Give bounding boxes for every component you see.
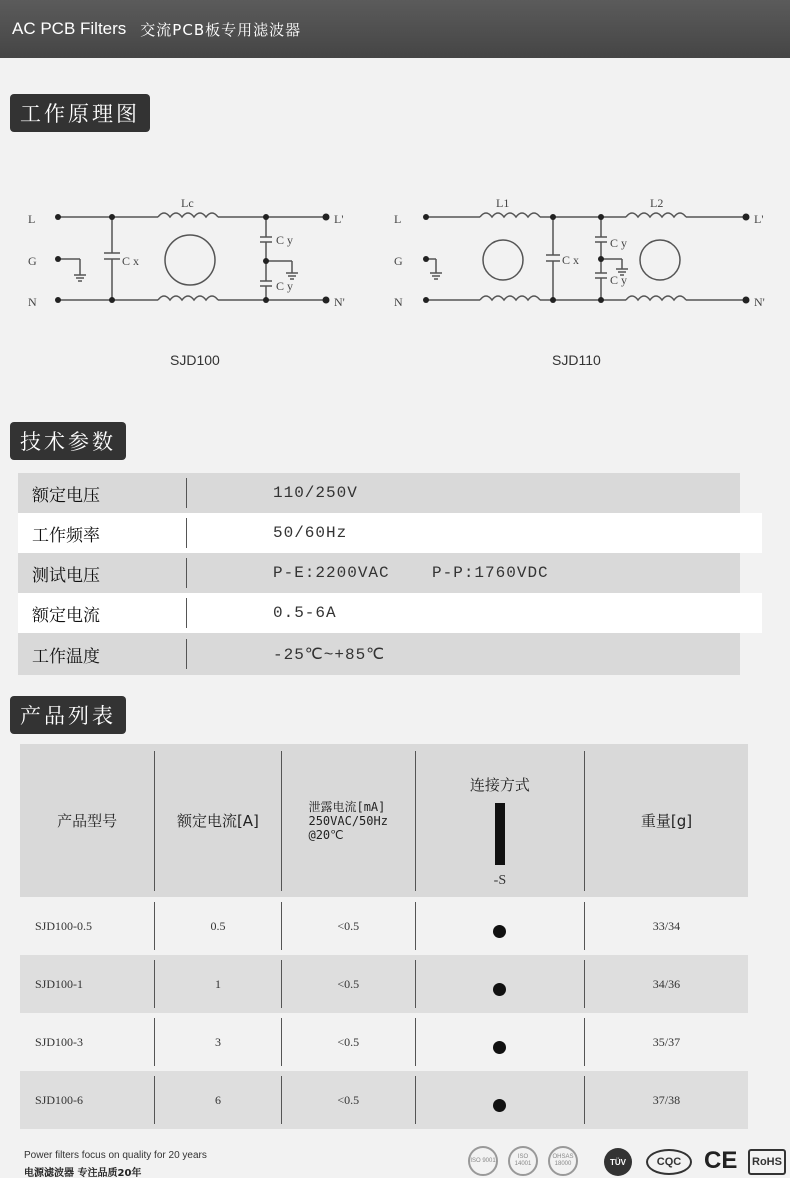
- ce-icon: CE: [704, 1147, 738, 1174]
- cell-weight: 37/38: [652, 1092, 681, 1107]
- column-header-current: 额定电流[A]: [176, 812, 259, 830]
- column-header-model: 产品型号: [57, 812, 118, 830]
- spec-key: 工作温度: [32, 646, 100, 667]
- table-row: [20, 955, 748, 1013]
- circuit2-label-cy2: C y: [610, 273, 628, 287]
- available-dot-icon: [493, 1099, 506, 1112]
- cell-model: SJD100-1: [35, 976, 84, 991]
- cell-model: SJD100-6: [35, 1092, 84, 1107]
- spec-value: P-E:2200VAC P-P:1760VDC: [273, 564, 549, 582]
- footer-slogan-en: Power filters focus on quality for 20 years: [24, 1150, 207, 1161]
- connection-header-label: 连接方式: [469, 776, 530, 794]
- circuit2-label-cy1: C y: [610, 236, 628, 250]
- cell-connection: [416, 955, 584, 1013]
- header-title-zh: 交流PCB板专用滤波器: [140, 20, 302, 39]
- spec-table: [18, 473, 760, 675]
- circuit-diagram-sjd100: [20, 185, 400, 325]
- circuit1-label-cx: C x: [122, 254, 140, 268]
- spec-value: -25℃~+85℃: [273, 646, 386, 664]
- section-title-products: 产品列表: [10, 696, 126, 734]
- circuit1-label-cy2: C y: [276, 279, 294, 293]
- available-dot-icon: [493, 983, 506, 996]
- cell-current: 3: [214, 1034, 221, 1049]
- cell-connection: [416, 1013, 584, 1071]
- table-row: [20, 1013, 748, 1071]
- connection-suffix: -S: [493, 873, 507, 888]
- spec-row-frequency: [18, 513, 762, 553]
- spec-key: 额定电流: [32, 605, 100, 626]
- circuit1-label-lc: Lc: [181, 196, 194, 210]
- cell-leakage: <0.5: [337, 976, 360, 991]
- certification-badges: [0, 1146, 790, 1178]
- cqc-icon: CQC: [646, 1149, 692, 1175]
- section-title-specs: 技术参数: [10, 422, 126, 460]
- leakage-header-line1: 泄露电流[mA]: [308, 799, 386, 814]
- rohs-icon: RoHS: [748, 1149, 786, 1175]
- product-table: [20, 744, 748, 1129]
- cell-current: 1: [214, 976, 221, 991]
- cell-leakage: <0.5: [337, 1092, 360, 1107]
- cell-connection: [416, 1071, 584, 1129]
- iso14001-icon: ISO 14001: [508, 1146, 538, 1176]
- circuit2-label-nout: N': [754, 295, 765, 309]
- circuit1-label-lout: L': [334, 212, 344, 226]
- circuit1-label-nout: N': [334, 295, 345, 309]
- footer-slogan-zh: 电源滤波器 专注品质20年: [24, 1168, 142, 1178]
- circuit2-label-lout: L': [754, 212, 764, 226]
- cell-connection: [416, 897, 584, 955]
- spec-value: 50/60Hz: [273, 524, 348, 542]
- spec-row-temperature: [18, 633, 740, 675]
- spec-value: 0.5-6A: [273, 604, 337, 622]
- available-dot-icon: [493, 925, 506, 938]
- cell-model: SJD100-3: [35, 1034, 84, 1049]
- circuit1-label-n: N: [28, 295, 37, 309]
- spec-key: 工作频率: [32, 525, 100, 546]
- spec-row-test-voltage: [18, 553, 740, 593]
- table-row: [20, 897, 748, 955]
- circuit-name-sjd110: SJD110: [552, 352, 601, 368]
- tuv-icon: TÜV: [604, 1148, 632, 1176]
- circuit1-label-g: G: [28, 254, 37, 268]
- column-header-leakage: [282, 744, 415, 897]
- circuit1-label-l: L: [28, 212, 36, 226]
- circuit2-label-l2: L2: [650, 196, 664, 210]
- circuit2-label-g: G: [394, 254, 403, 268]
- column-header-weight: 重量[g]: [640, 812, 693, 830]
- cell-weight: 33/34: [652, 918, 681, 933]
- cell-model: SJD100-0.5: [35, 918, 93, 933]
- cell-current: 6: [214, 1092, 221, 1107]
- connection-pin-icon: [495, 803, 505, 865]
- circuit2-label-n: N: [394, 295, 403, 309]
- cell-weight: 34/36: [652, 976, 681, 991]
- circuit2-label-l1: L1: [496, 196, 510, 210]
- section-title-principle: 工作原理图: [10, 94, 150, 132]
- table-header: [20, 744, 748, 897]
- column-header-connection: [416, 744, 584, 897]
- ohsas-icon: OHSAS 18000: [548, 1146, 578, 1176]
- page-header: [0, 0, 790, 58]
- available-dot-icon: [493, 1041, 506, 1054]
- cell-leakage: <0.5: [337, 918, 360, 933]
- table-row: [20, 1071, 748, 1129]
- spec-row-rated-voltage: [18, 473, 740, 513]
- spec-value: 110/250V: [273, 484, 358, 502]
- circuit2-label-cx: C x: [562, 253, 580, 267]
- iso9001-icon: ISO 9001: [468, 1146, 498, 1176]
- cell-current: 0.5: [210, 918, 226, 933]
- spec-key: 测试电压: [32, 565, 100, 586]
- spec-row-rated-current: [18, 593, 762, 633]
- circuit1-label-cy1: C y: [276, 233, 294, 247]
- header-title-en: AC PCB Filters: [12, 19, 127, 38]
- spec-key: 额定电压: [32, 485, 100, 506]
- cell-leakage: <0.5: [337, 1034, 360, 1049]
- leakage-header-line2: 250VAC/50Hz: [308, 813, 388, 828]
- circuit2-label-l: L: [394, 212, 402, 226]
- circuit-diagram-sjd110: [388, 185, 768, 325]
- circuit-name-sjd100: SJD100: [170, 352, 220, 368]
- leakage-header-line3: @20℃: [308, 827, 344, 842]
- cell-weight: 35/37: [652, 1034, 681, 1049]
